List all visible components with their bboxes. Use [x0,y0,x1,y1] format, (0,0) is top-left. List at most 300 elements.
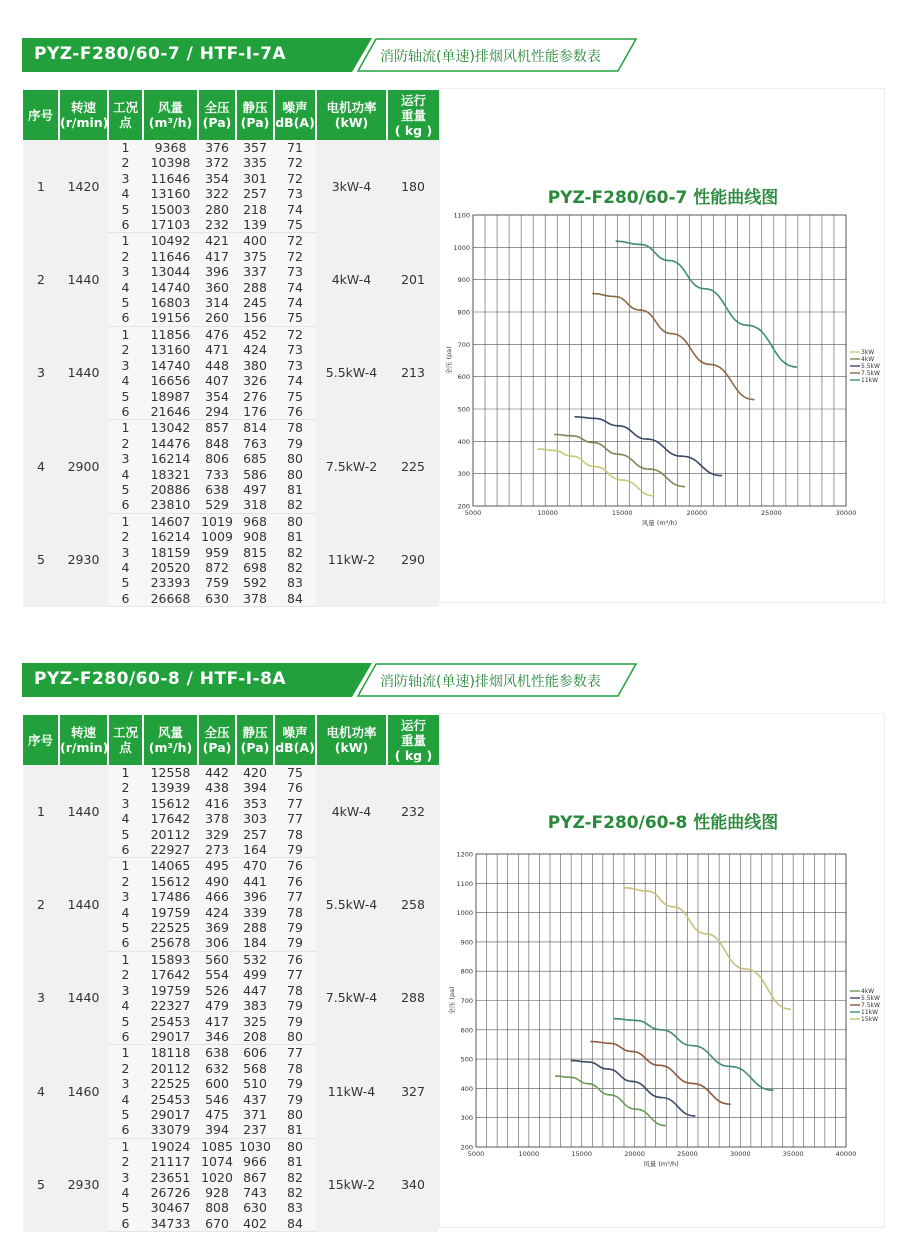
static-pressure-cell: 380 [236,358,274,373]
column-header [198,90,236,140]
operating-point-cell: 2 [108,780,143,795]
weight-cell: 225 [387,420,439,513]
operating-point-cell: 6 [108,935,143,951]
operating-point-cell: 5 [108,1014,143,1029]
static-pressure-cell: 339 [236,905,274,920]
noise-cell: 80 [274,451,316,466]
x-tick-label: 10000 [518,1150,540,1158]
airflow-cell: 15893 [143,951,198,967]
weight-cell: 180 [387,140,439,233]
noise-cell: 77 [274,811,316,826]
total-pressure-cell: 369 [198,920,236,935]
noise-cell: 74 [274,202,316,217]
total-pressure-cell: 475 [198,1107,236,1122]
operating-point-cell: 2 [108,436,143,451]
legend-label: 5.5kW [861,995,880,1003]
operating-point-cell: 6 [108,591,143,607]
y-tick-label: 200 [457,502,470,511]
total-pressure-cell: 670 [198,1216,236,1232]
static-pressure-cell: 394 [236,780,274,795]
static-pressure-cell: 257 [236,827,274,842]
noise-cell: 79 [274,998,316,1013]
total-pressure-cell: 376 [198,140,236,155]
total-pressure-cell: 1009 [198,529,236,544]
legend-label: 11kW [861,377,879,385]
noise-cell: 76 [274,858,316,874]
airflow-cell: 33079 [143,1122,198,1138]
y-tick-label: 1100 [453,211,470,220]
speed-cell: 2930 [59,1138,108,1231]
data-point [681,455,683,457]
noise-cell: 79 [274,920,316,935]
airflow-cell: 13160 [143,186,198,201]
static-pressure-cell: 763 [236,436,274,451]
header-text: 转速 [70,725,96,740]
data-point [571,455,573,457]
static-pressure-cell: 176 [236,404,274,420]
operating-point-cell: 1 [108,326,143,342]
x-tick-label: 20000 [686,509,708,517]
section-banner [22,663,637,697]
airflow-cell: 22927 [143,842,198,858]
data-point [594,466,596,468]
static-pressure-cell: 470 [236,858,274,874]
static-pressure-cell: 966 [236,1154,274,1169]
static-pressure-cell: 586 [236,467,274,482]
static-pressure-cell: 353 [236,796,274,811]
table-row [23,233,439,249]
static-pressure-cell: 257 [236,186,274,201]
static-pressure-cell: 867 [236,1170,274,1185]
x-tick-label: 5000 [464,509,482,517]
legend-label: 11kW [861,1009,879,1017]
airflow-cell: 22327 [143,998,198,1013]
motor-power-cell: 15kW-2 [316,1138,387,1231]
total-pressure-cell: 638 [198,482,236,497]
speed-cell: 1440 [59,233,108,326]
header-row [23,715,439,765]
total-pressure-cell: 808 [198,1200,236,1215]
operating-point-cell: 6 [108,497,143,513]
motor-power-cell: 11kW-4 [316,1045,387,1138]
noise-cell: 84 [274,1216,316,1232]
table-row [23,1045,439,1061]
airflow-cell: 14740 [143,358,198,373]
static-pressure-cell: 208 [236,1029,274,1045]
operating-point-cell: 4 [108,1185,143,1200]
total-pressure-cell: 759 [198,575,236,590]
column-header [236,715,274,765]
y-axis-label: 全压 (pa) [445,346,453,375]
operating-point-cell: 6 [108,217,143,233]
noise-cell: 83 [274,575,316,590]
total-pressure-cell: 630 [198,591,236,607]
y-tick-label: 600 [460,1026,473,1035]
y-tick-label: 500 [460,1055,473,1064]
airflow-cell: 10492 [143,233,198,249]
y-tick-label: 500 [457,405,470,414]
airflow-cell: 23810 [143,497,198,513]
noise-cell: 76 [274,780,316,795]
noise-cell: 74 [274,373,316,388]
total-pressure-cell: 495 [198,858,236,874]
airflow-cell: 11646 [143,171,198,186]
y-tick-label: 900 [457,276,470,285]
series-line [555,435,684,487]
operating-point-cell: 3 [108,889,143,904]
column-header [274,90,316,140]
y-tick-label: 800 [457,308,470,317]
total-pressure-cell: 329 [198,827,236,842]
noise-cell: 77 [274,796,316,811]
total-pressure-cell: 232 [198,217,236,233]
airflow-cell: 25453 [143,1014,198,1029]
static-pressure-cell: 303 [236,811,274,826]
static-pressure-cell: 400 [236,233,274,249]
static-pressure-cell: 164 [236,842,274,858]
legend-label: 4kW [861,988,875,996]
noise-cell: 82 [274,560,316,575]
header-row [23,90,439,140]
total-pressure-cell: 733 [198,467,236,482]
noise-cell: 80 [274,513,316,529]
airflow-cell: 18987 [143,389,198,404]
operating-point-cell: 5 [108,575,143,590]
x-tick-label: 20000 [624,1150,645,1158]
operating-point-cell: 3 [108,983,143,998]
data-point [631,1051,633,1053]
y-tick-label: 400 [460,1084,473,1093]
noise-cell: 81 [274,1154,316,1169]
noise-cell: 79 [274,1092,316,1107]
data-point [621,479,623,481]
motor-power-cell: 5.5kW-4 [316,858,387,951]
airflow-cell: 14607 [143,513,198,529]
operating-point-cell: 1 [108,233,143,249]
noise-cell: 84 [274,591,316,607]
operating-point-cell: 3 [108,451,143,466]
operating-point-cell: 2 [108,249,143,264]
series-line [556,1076,666,1126]
noise-cell: 72 [274,249,316,264]
x-tick-label: 10000 [537,509,558,517]
speed-cell: 1440 [59,765,108,858]
operating-point-cell: 4 [108,186,143,201]
weight-cell: 288 [387,951,439,1044]
operating-point-cell: 5 [108,827,143,842]
operating-point-cell: 5 [108,482,143,497]
operating-point-cell: 1 [108,951,143,967]
x-tick-label: 25000 [761,509,782,517]
operating-point-cell: 4 [108,560,143,575]
header-text: ( kg ) [394,122,433,138]
data-point [646,438,648,440]
header-text: (r/min) [60,115,109,130]
column-header [316,715,387,765]
x-tick-label: 30000 [729,1150,751,1158]
airflow-cell: 34733 [143,1216,198,1232]
data-point [704,288,706,290]
column-header [23,715,59,765]
operating-point-cell: 6 [108,404,143,420]
group-number: 1 [23,765,59,858]
legend-label: 5.5kW [861,363,880,371]
table-row [23,513,439,529]
operating-point-cell: 2 [108,967,143,982]
motor-power-cell: 7.5kW-4 [316,951,387,1044]
airflow-cell: 20520 [143,560,198,575]
data-point [590,1041,592,1043]
header-text: (Pa) [202,740,232,755]
data-point [668,260,670,262]
data-point [554,434,556,436]
operating-point-cell: 1 [108,1045,143,1061]
header-text: 噪声 [282,725,308,740]
airflow-cell: 22525 [143,1076,198,1091]
data-point [571,435,573,437]
noise-cell: 72 [274,233,316,249]
operating-point-cell: 4 [108,280,143,295]
speed-cell: 1440 [59,951,108,1044]
x-tick-label: 25000 [677,1150,698,1158]
operating-point-cell: 5 [108,1200,143,1215]
x-tick-label: 5000 [467,1150,485,1158]
speed-cell: 1420 [59,140,108,233]
noise-cell: 74 [274,295,316,310]
header-text: (Pa) [240,115,270,130]
motor-power-cell: 4kW-4 [316,233,387,326]
header-text: ( kg ) [394,747,433,763]
table-row [23,765,439,780]
noise-cell: 72 [274,326,316,342]
header-text: 全压 [204,725,230,740]
header-text: (Pa) [202,115,232,130]
airflow-cell: 18118 [143,1045,198,1061]
noise-cell: 77 [274,967,316,982]
data-point [795,366,797,368]
total-pressure-cell: 857 [198,420,236,436]
legend-label: 15kW [861,1016,879,1024]
operating-point-cell: 5 [108,920,143,935]
airflow-cell: 25453 [143,1092,198,1107]
noise-cell: 78 [274,827,316,842]
data-point [772,1089,774,1091]
data-point [658,1064,660,1066]
static-pressure-cell: 335 [236,155,274,170]
static-pressure-cell: 452 [236,326,274,342]
legend-label: 7.5kW [861,1002,880,1010]
data-point [607,1068,609,1070]
motor-power-cell: 7.5kW-2 [316,420,387,513]
operating-point-cell: 6 [108,1029,143,1045]
noise-cell: 81 [274,1122,316,1138]
static-pressure-cell: 698 [236,560,274,575]
noise-cell: 75 [274,310,316,326]
y-tick-label: 800 [460,967,473,976]
header-text: (Pa) [240,740,270,755]
noise-cell: 79 [274,436,316,451]
total-pressure-cell: 848 [198,436,236,451]
data-point [683,486,685,488]
data-point [789,1008,791,1010]
table-row [23,858,439,874]
weight-cell: 340 [387,1138,439,1231]
total-pressure-cell: 1074 [198,1154,236,1169]
motor-power-cell: 4kW-4 [316,765,387,858]
group-number: 5 [23,1138,59,1231]
total-pressure-cell: 396 [198,264,236,279]
airflow-cell: 11856 [143,326,198,342]
data-point [672,906,674,908]
data-point [592,293,594,295]
operating-point-cell: 1 [108,140,143,155]
noise-cell: 72 [274,155,316,170]
header-text: 重量 [400,732,426,748]
airflow-cell: 23651 [143,1170,198,1185]
static-pressure-cell: 375 [236,249,274,264]
header-text: 点 [119,740,132,755]
noise-cell: 77 [274,889,316,904]
data-point [665,1125,667,1127]
header-text: 运行 [400,717,426,733]
group-number: 4 [23,420,59,513]
operating-point-cell: 3 [108,1076,143,1091]
data-point [694,1115,696,1117]
table-row [23,140,439,155]
operating-point-cell: 3 [108,796,143,811]
data-point [660,1029,662,1031]
operating-point-cell: 2 [108,155,143,170]
data-point [753,399,755,401]
airflow-cell: 16214 [143,451,198,466]
chart-title: PYZ-F280/60-7 性能曲线图 [547,188,779,208]
header-text: 运行 [400,92,426,108]
airflow-cell: 13160 [143,342,198,357]
weight-cell: 258 [387,858,439,951]
data-point [691,1083,693,1085]
total-pressure-cell: 294 [198,404,236,420]
airflow-cell: 13939 [143,780,198,795]
static-pressure-cell: 592 [236,575,274,590]
data-point [691,1045,693,1047]
static-pressure-cell: 288 [236,920,274,935]
airflow-cell: 18159 [143,545,198,560]
x-axis-label: 风量 (m³/h) [641,519,678,527]
data-point [574,416,576,418]
airflow-cell: 18321 [143,467,198,482]
operating-point-cell: 5 [108,202,143,217]
operating-point-cell: 2 [108,342,143,357]
data-point [635,1020,637,1022]
noise-cell: 78 [274,420,316,436]
data-point [553,449,555,451]
total-pressure-cell: 417 [198,249,236,264]
airflow-cell: 23393 [143,575,198,590]
airflow-cell: 29017 [143,1029,198,1045]
noise-cell: 77 [274,1045,316,1061]
column-header [108,90,143,140]
static-pressure-cell: 815 [236,545,274,560]
noise-cell: 79 [274,1014,316,1029]
noise-cell: 82 [274,497,316,513]
static-pressure-cell: 908 [236,529,274,544]
data-point [537,448,539,450]
data-point [613,296,615,298]
total-pressure-cell: 314 [198,295,236,310]
airflow-cell: 25678 [143,935,198,951]
airflow-cell: 13042 [143,420,198,436]
noise-cell: 83 [274,1200,316,1215]
column-header [387,715,439,765]
header-text: 电机功率 [326,725,377,740]
model-title: PYZ-F280/60-8 / HTF-I-8A [34,669,287,689]
noise-cell: 73 [274,264,316,279]
noise-cell: 72 [274,171,316,186]
data-point [615,240,617,242]
total-pressure-cell: 872 [198,560,236,575]
performance-table [23,715,439,1232]
data-point [648,468,650,470]
noise-cell: 75 [274,217,316,233]
noise-cell: 82 [274,1170,316,1185]
group-number: 1 [23,140,59,233]
operating-point-cell: 6 [108,1122,143,1138]
airflow-cell: 9368 [143,140,198,155]
total-pressure-cell: 479 [198,998,236,1013]
total-pressure-cell: 529 [198,497,236,513]
total-pressure-cell: 394 [198,1122,236,1138]
header-text: 点 [119,115,132,130]
operating-point-cell: 2 [108,529,143,544]
operating-point-cell: 2 [108,1154,143,1169]
total-pressure-cell: 407 [198,373,236,388]
data-point [639,309,641,311]
header-text: 风量 [157,725,183,740]
data-point [660,1097,662,1099]
y-tick-label: 900 [460,938,473,947]
y-tick-label: 1000 [456,909,473,918]
operating-point-cell: 1 [108,1138,143,1154]
table-subtitle: 消防轴流(单速)排烟风机性能参数表 [380,674,601,690]
total-pressure-cell: 442 [198,765,236,780]
data-point [744,968,746,970]
total-pressure-cell: 490 [198,874,236,889]
noise-cell: 75 [274,765,316,780]
chart-svg [440,89,886,604]
motor-power-cell: 5.5kW-4 [316,326,387,419]
total-pressure-cell: 416 [198,796,236,811]
total-pressure-cell: 632 [198,1061,236,1076]
airflow-cell: 15612 [143,874,198,889]
noise-cell: 82 [274,1185,316,1200]
operating-point-cell: 6 [108,842,143,858]
total-pressure-cell: 638 [198,1045,236,1061]
data-point [592,442,594,444]
data-point [631,1080,633,1082]
y-axis-label: 全压 (pa) [448,986,456,1015]
operating-point-cell: 4 [108,467,143,482]
operating-point-cell: 3 [108,264,143,279]
y-tick-label: 1000 [453,243,470,252]
total-pressure-cell: 421 [198,233,236,249]
motor-power-cell: 3kW-4 [316,140,387,233]
noise-cell: 76 [274,404,316,420]
noise-cell: 80 [274,467,316,482]
model-title: PYZ-F280/60-7 / HTF-I-7A [34,44,287,64]
operating-point-cell: 3 [108,545,143,560]
static-pressure-cell: 156 [236,310,274,326]
airflow-cell: 19156 [143,310,198,326]
